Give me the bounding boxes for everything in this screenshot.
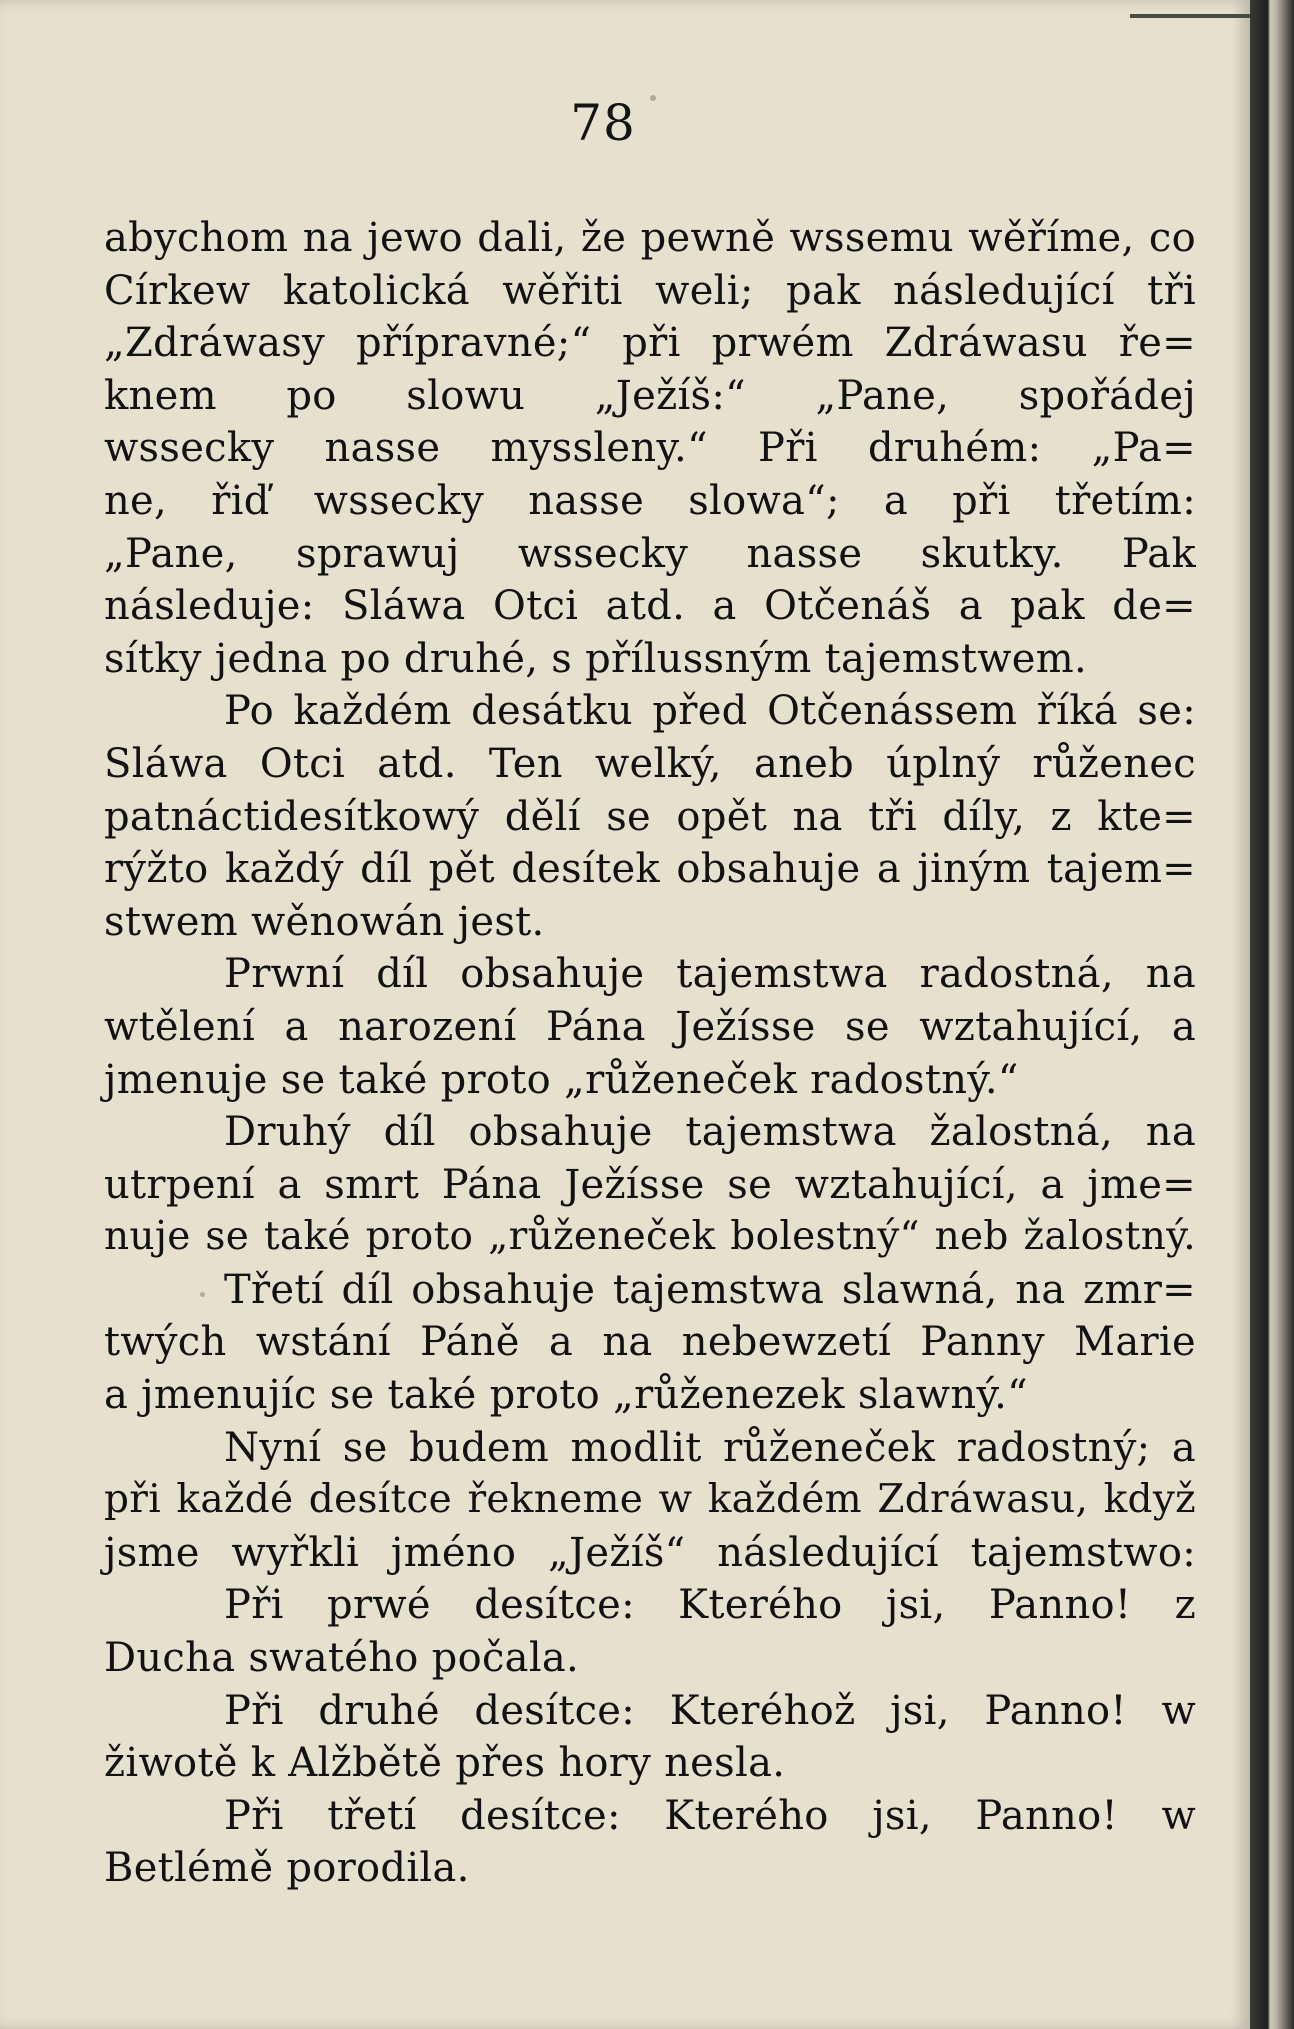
page-text <box>104 212 1196 1895</box>
text-line: Betlémě porodila. <box>104 1845 470 1892</box>
text-line: a jmenujíc se také proto „růženezek slawný.“ <box>104 1372 1028 1419</box>
text-line: Ducha swatého počala. <box>104 1635 580 1682</box>
text-line: wssecky nasse myssleny.“ Při druhém: „Pa= <box>104 425 1196 472</box>
text-line: ne, řiď wssecky nasse slowa“; a při třetím: <box>104 477 1196 524</box>
text-line: utrpení a smrt Pána Ježísse se wztahující, a jme= <box>104 1161 1196 1208</box>
text-line: Církew katolická wěřiti weli; pak následující tři <box>104 267 1196 314</box>
text-line: „Zdráwasy přípravné;“ při prwém Zdráwasu ře= <box>104 320 1196 367</box>
page-number: 78 <box>570 94 636 152</box>
text-line: Při druhé desítce: Kteréhož jsi, Panno! w <box>224 1687 1196 1734</box>
text-line: sítky jedna po druhé, s přílussným tajemstwem. <box>104 635 1087 682</box>
text-line: jsme wyřkli jméno „Ježíš“ následující tajemstwo: <box>104 1529 1196 1576</box>
text-line: Třetí díl obsahuje tajemstwa slawná, na zmr= <box>224 1266 1196 1313</box>
text-line: Druhý díl obsahuje tajemstwa žalostná, na <box>224 1109 1196 1156</box>
paper-spot <box>650 95 656 101</box>
text-line: rýžto každý díl pět desítek obsahuje a jiným tajem= <box>104 846 1196 893</box>
text-line: abychom na jewo dali, že pewně wssemu wěříme, co <box>104 215 1196 261</box>
text-line: žiwotě k Alžbětě přes hory nesla. <box>104 1740 786 1787</box>
text-line: wtělení a narození Pána Ježísse se wztahující, a <box>104 1003 1196 1050</box>
text-line: Při prwé desítce: Kterého jsi, Panno! z <box>224 1582 1196 1629</box>
text-line: následuje: Sláwa Otci atd. a Otčenáš a pak de= <box>104 583 1196 630</box>
text-line: „Pane, sprawuj wssecky nasse skutky. Pak <box>104 530 1196 577</box>
text-line: Při třetí desítce: Kterého jsi, Panno! w <box>224 1792 1196 1839</box>
text-line: Sláwa Otci atd. Ten welký, aneb úplný růženec <box>104 740 1196 787</box>
text-line: Nyní se budem modlit růženeček radostný; a <box>224 1424 1196 1471</box>
text-line: twých wstání Páně a na nebewzetí Panny Marie <box>104 1319 1196 1366</box>
page-edge-rule <box>1130 14 1250 18</box>
text-line: Po každém desátku před Otčenássem říká se: <box>224 688 1196 735</box>
page-edge <box>1250 0 1294 2029</box>
text-line: knem po slowu „Ježíš:“ „Pane, spořádej <box>104 372 1196 419</box>
text-line: Prwní díl obsahuje tajemstwa radostná, na <box>224 951 1196 998</box>
paper-spot <box>200 1292 205 1297</box>
text-line: stwem wěnowán jest. <box>104 898 545 945</box>
text-line: jmenuje se také proto „růženeček radostný.“ <box>104 1056 1019 1103</box>
text-line: nuje se také proto „růženeček bolestný“ neb žalostný. <box>104 1214 1196 1260</box>
text-line: při každé desítce řekneme w každém Zdráwasu, když <box>104 1477 1196 1523</box>
text-line: patnáctidesítkowý dělí se opět na tři díly, z kte= <box>104 793 1196 840</box>
